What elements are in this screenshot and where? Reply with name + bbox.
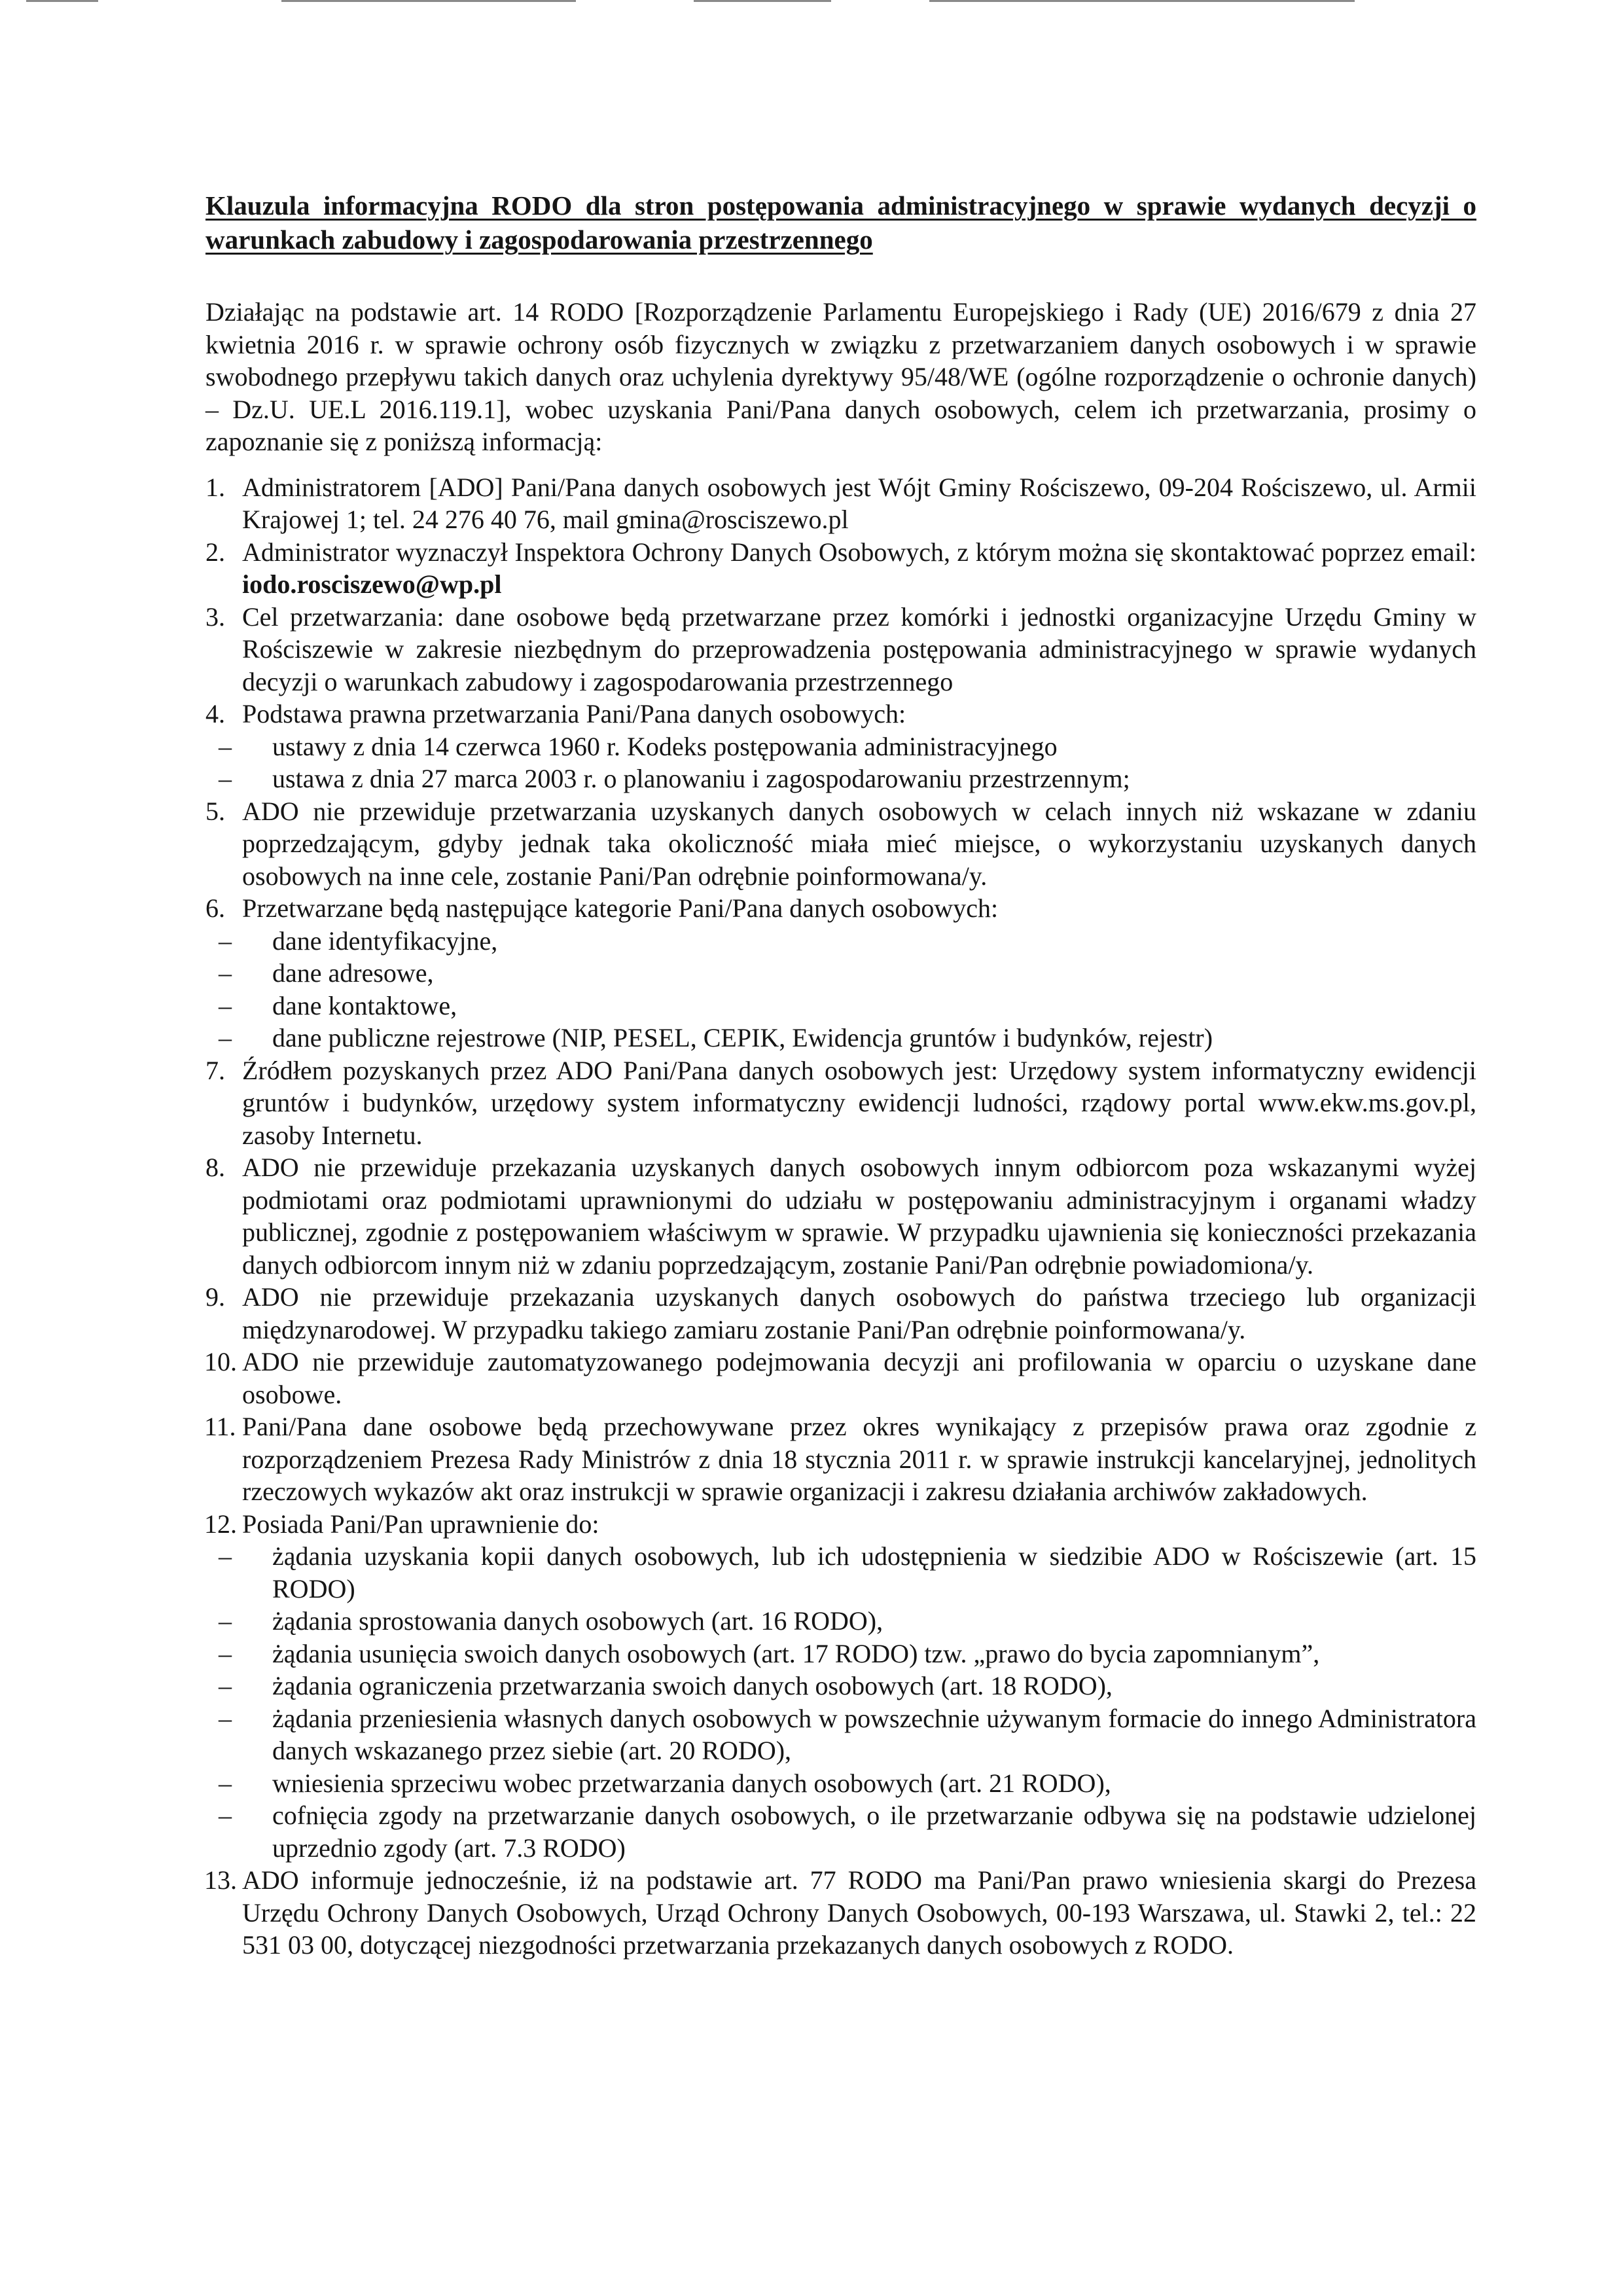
clause-item-4 [205, 698, 1476, 795]
dash-bullet-icon: – [219, 764, 232, 793]
clause-text: Źródłem pozyskanych przez ADO Pani/Pana danych osobowych jest: Urzędowy system informatyczny ewidencji gruntów i budynków, urzędowy system informatyczny ewidencji ludności, rządowy portal www.ekw.ms.gov.pl, zasoby Internetu. [242, 1055, 1476, 1150]
dash-bullet-icon: – [219, 925, 232, 956]
dash-bullet-icon: – [219, 1703, 232, 1733]
rights-list [212, 1540, 1476, 1864]
clause-text: Posiada Pani/Pan uprawnienie do: [242, 1509, 599, 1539]
document-page [205, 188, 1476, 1962]
clause-number: 3. [205, 601, 225, 632]
clause-text: ADO nie przewiduje przekazania uzyskanych danych osobowych innym odbiorcom poza wskazanymi wyżej podmiotami oraz podmiotami uprawnionymi do udziału w postępowaniu administracyjnym i organami władzy publicznej, zgodnie z postępowaniem właściwym w sprawie. W przypadku ujawnienia się konieczności przekazania danych odbiorcom innym niż w zdaniu poprzedzającym, zostanie Pani/Pan odrębnie powiadomiona/y. [242, 1153, 1476, 1280]
clause-item-6 [205, 892, 1476, 1054]
clause-text: Przetwarzane będą następujące kategorie Pani/Pana danych osobowych: [242, 893, 999, 923]
clause-item-13 [205, 1864, 1476, 1962]
scan-edge-artifact [0, 0, 1623, 4]
clause-number: 5. [205, 796, 225, 826]
clause-number: 8. [205, 1153, 225, 1182]
sub-item: – żądania usunięcia swoich danych osobowych (art. 17 RODO) tzw. „prawo do bycia zapomnianym”, [219, 1638, 1476, 1670]
sub-item: – dane kontaktowe, [219, 990, 1476, 1022]
sub-item: – żądania przeniesienia własnych danych osobowych w powszechnie używanym formacie do innego Administratora danych wskazanego przez siebie (art. 20 RODO), [219, 1703, 1476, 1765]
dash-bullet-icon: – [219, 1768, 232, 1798]
clause-number: 4. [205, 699, 225, 728]
dash-bullet-icon: – [219, 1023, 232, 1052]
clause-number: 11. [204, 1412, 236, 1441]
clause-number: 2. [205, 537, 225, 567]
dash-bullet-icon: – [219, 990, 232, 1020]
dash-bullet-icon: – [219, 731, 232, 761]
clause-text: Administratorem [ADO] Pani/Pana danych osobowych jest Wójt Gminy Rościszewo, 09-204 Rościszewo, ul. Armii Krajowej 1; tel. 24 276 40 76, mail gmina@rosciszewo.pl [242, 472, 1476, 534]
clause-number: 6. [205, 893, 225, 923]
document-title: Klauzula informacyjna RODO dla stron postępowania administracyjnego w sprawie wydanych decyzji o warunkach zabudowy i zagospodarowania przestrzennego [205, 190, 1476, 255]
clause-item-2 [205, 536, 1476, 601]
clause-list [205, 471, 1476, 1962]
clause-text: ADO nie przewiduje zautomatyzowanego podejmowania decyzji ani profilowania w oparciu o uzyskane dane osobowe. [242, 1347, 1476, 1409]
clause-text: Podstawa prawna przetwarzania Pani/Pana danych osobowych: [242, 699, 906, 728]
legal-basis-list [212, 730, 1476, 795]
dash-bullet-icon: – [219, 1606, 232, 1636]
clause-text: Pani/Pana dane osobowe będą przechowywane przez okres wynikający z przepisów prawa oraz zgodnie z rozporządzeniem Prezesa Rady Ministrów z dnia 18 stycznia 2011 r. w sprawie instrukcji kancelaryjnej, jednolitych rzeczowych wykazów akt oraz instrukcji w sprawie organizacji i zakresu działania archiwów zakładowych. [242, 1412, 1476, 1506]
sub-item: – żądania uzyskania kopii danych osobowych, lub ich udostępnienia w siedzibie ADO w Rościszewie (art. 15 RODO) [219, 1541, 1476, 1604]
sub-item: – wniesienia sprzeciwu wobec przetwarzania danych osobowych (art. 21 RODO), [219, 1767, 1476, 1800]
clause-item-9 [205, 1281, 1476, 1346]
sub-item: – dane publiczne rejestrowe (NIP, PESEL, CEPIK, Ewidencja gruntów i budynków, rejestr) [219, 1022, 1476, 1054]
clause-number: 7. [205, 1055, 225, 1085]
iodo-email-link[interactable]: iodo.rosciszewo@wp.pl [242, 569, 502, 599]
clause-item-7 [205, 1054, 1476, 1152]
dash-bullet-icon: – [219, 1541, 232, 1571]
clause-text: Cel przetwarzania: dane osobowe będą przetwarzane przez komórki i jednostki organizacyjne Urzędu Gminy w Rościszewie w zakresie niezbędnym do przeprowadzenia postępowania administracyjnego w sprawie wydanych decyzji o warunkach zabudowy i zagospodarowania przestrzennego [242, 601, 1476, 696]
intro-paragraph: Działając na podstawie art. 14 RODO [Rozporządzenie Parlamentu Europejskiego i Rady (UE) 2016/679 z dnia 27 kwietnia 2016 r. w sprawie ochrony osób fizycznych w związku z przetwarzaniem danych osobowych i w sprawie swobodnego przepływu takich danych oraz uchylenia dyrektywy 95/48/WE (ogólne rozporządzenie o ochronie danych) – Dz.U. UE.L 2016.119.1], wobec uzyskania Pani/Pana danych osobowych, celem ich przetwarzania, prosimy o zapoznanie się z poniższą informacją: [205, 297, 1476, 456]
dash-bullet-icon: – [219, 958, 232, 988]
clause-number: 12. [204, 1509, 237, 1539]
clause-text: Administrator wyznaczył Inspektora Ochrony Danych Osobowych, z którym można się skontaktować poprzez email: [242, 537, 1476, 567]
sub-item: – żądania ograniczenia przetwarzania swoich danych osobowych (art. 18 RODO), [219, 1670, 1476, 1702]
dash-bullet-icon: – [219, 1638, 232, 1668]
clause-item-5 [205, 795, 1476, 893]
sub-item: – ustawy z dnia 14 czerwca 1960 r. Kodeks postępowania administracyjnego [219, 730, 1476, 763]
dash-bullet-icon: – [219, 1671, 232, 1700]
clause-item-12 [205, 1508, 1476, 1865]
clause-item-11 [205, 1410, 1476, 1508]
clause-item-3 [205, 601, 1476, 698]
clause-number: 9. [205, 1282, 225, 1312]
sub-item: – dane identyfikacyjne, [219, 925, 1476, 958]
sub-item: – dane adresowe, [219, 957, 1476, 990]
clause-number: 13. [204, 1865, 237, 1895]
clause-item-10 [205, 1346, 1476, 1410]
clause-text: ADO informuje jednocześnie, iż na podstawie art. 77 RODO ma Pani/Pan prawo wniesienia skargi do Prezesa Urzędu Ochrony Danych Osobowych, Urząd Ochrony Danych Osobowych, 00-193 Warszawa, ul. Stawki 2, tel.: 22 531 03 00, dotyczącej niezgodności przetwarzania przekazanych danych osobowych z RODO. [242, 1865, 1476, 1960]
clause-number: 1. [205, 472, 225, 502]
data-categories-list [212, 925, 1476, 1054]
clause-text: ADO nie przewiduje przetwarzania uzyskanych danych osobowych w celach innych niż wskazane w zdaniu poprzedzającym, gdyby jednak taka okoliczność miała mieć miejsce, o wykorzystaniu uzyskanych danych osobowych na inne cele, zostanie Pani/Pan odrębnie poinformowana/y. [242, 796, 1476, 891]
clause-item-1 [205, 471, 1476, 536]
dash-bullet-icon: – [219, 1801, 232, 1830]
sub-item: – żądania sprostowania danych osobowych (art. 16 RODO), [219, 1605, 1476, 1638]
clause-item-8 [205, 1151, 1476, 1281]
sub-item: – cofnięcia zgody na przetwarzanie danych osobowych, o ile przetwarzanie odbywa się na podstawie udzielonej uprzednio zgody (art. 7.3 RODO) [219, 1801, 1476, 1863]
clause-text: ADO nie przewiduje przekazania uzyskanych danych osobowych do państwa trzeciego lub organizacji międzynarodowej. W przypadku takiego zamiaru zostanie Pani/Pan odrębnie poinformowana/y. [242, 1282, 1476, 1344]
sub-item: – ustawa z dnia 27 marca 2003 r. o planowaniu i zagospodarowaniu przestrzennym; [219, 762, 1476, 795]
clause-number: 10. [204, 1347, 237, 1376]
